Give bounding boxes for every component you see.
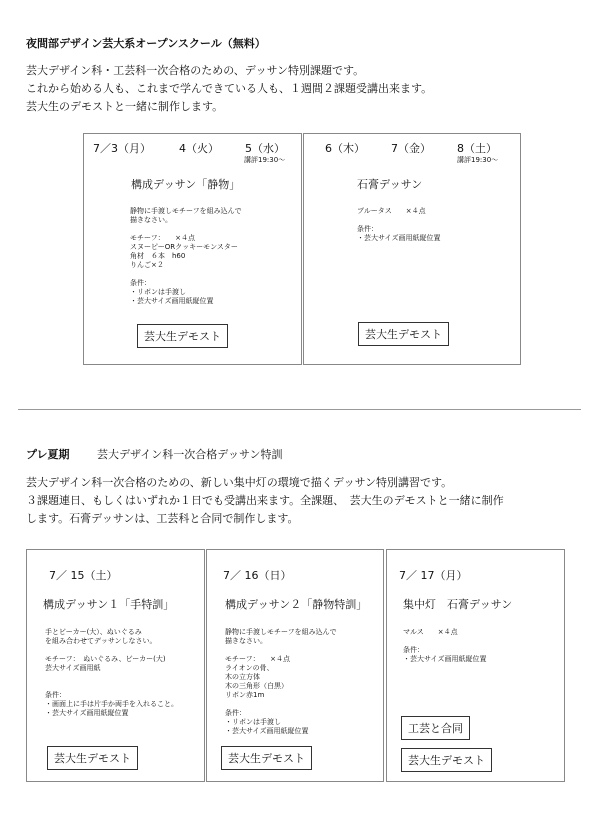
description-line: ・リボンは手渡し xyxy=(130,288,186,296)
date-label: 4（火） xyxy=(179,142,219,155)
description-line: 角材 ６本 h60 xyxy=(130,252,186,260)
card-description xyxy=(130,207,242,306)
demo-badge: 芸大生デモスト xyxy=(47,746,138,770)
date-label: 5（水） xyxy=(245,142,285,155)
intro-line: これから始める人も、これまで学んできている人も、１週間２課題受講出来ます。 xyxy=(26,82,433,95)
card-description xyxy=(225,628,337,736)
card-description xyxy=(357,207,440,243)
description-line: ・芸大サイズ画用紙縦位置 xyxy=(45,709,129,717)
description-line: モチーフ： ×４点 xyxy=(225,655,291,663)
description-line: マルス ×４点 xyxy=(403,628,458,636)
date-label: 7／ 16（日） xyxy=(223,569,292,582)
description-line: 条件： xyxy=(357,225,378,233)
description-line: 静物に手渡しモチーフを組み込んで xyxy=(225,628,337,636)
schedule-card xyxy=(83,133,302,365)
intro-line: 芸大生のデモストと一緒に制作します。 xyxy=(26,100,224,113)
section2-intro xyxy=(26,474,504,528)
description-line: モチーフ： ×４点 xyxy=(130,234,196,242)
section2-title: 芸大デザイン科一次合格デッサン特訓 xyxy=(97,448,283,461)
description-line: ・芸大サイズ画用紙縦位置 xyxy=(225,727,309,735)
card-description xyxy=(45,628,178,718)
description-line: 芸大サイズ画用紙 xyxy=(45,664,101,672)
description-line: リボン赤1m xyxy=(225,691,265,699)
schedule-card xyxy=(26,549,205,782)
description-line: ・画面上に手は片手か両手を入れること。 xyxy=(45,700,178,708)
date-label: 6（木） xyxy=(325,142,365,155)
description-line: ライオンの骨、 xyxy=(225,664,274,672)
description-line: スヌーピーORクッキーモンスター xyxy=(130,243,238,251)
section1-title: 夜間部デザイン芸大系オープンスクール（無料） xyxy=(26,37,266,50)
description-line: ・芸大サイズ画用紙縦位置 xyxy=(130,297,214,305)
intro-line: します。石膏デッサンは、工芸科と合同で制作します。 xyxy=(26,512,299,525)
description-line: 静物に手渡しモチーフを組み込んで xyxy=(130,207,242,215)
card-title: 構成デッサン２「静物特訓」 xyxy=(225,598,368,611)
description-line: ブルータス ×４点 xyxy=(357,207,426,215)
schedule-card xyxy=(303,133,521,365)
card-title: 石膏デッサン xyxy=(357,178,423,191)
card-title: 構成デッサン１「手特訓」 xyxy=(43,598,175,611)
description-line: モチーフ： ぬいぐるみ、ビーカー(大) xyxy=(45,655,166,663)
date-label: 7／ 15（土） xyxy=(49,569,118,582)
joint-class-badge: 工芸と合同 xyxy=(401,716,470,740)
demo-badge: 芸大生デモスト xyxy=(401,748,492,772)
card-title: 構成デッサン「静物」 xyxy=(131,178,241,191)
description-line: 条件： xyxy=(130,279,151,287)
schedule-card xyxy=(206,549,384,782)
review-time: 講評19:30〜 xyxy=(244,156,286,164)
review-time: 講評19:30〜 xyxy=(457,156,499,164)
section2-title-prefix: プレ夏期 xyxy=(26,448,70,461)
card-description xyxy=(403,628,486,664)
section1-intro xyxy=(26,62,432,116)
intro-line: 芸大デザイン科・工芸科一次合格のための、デッサン特別課題です。 xyxy=(26,64,365,77)
date-label: 7／ 17（月） xyxy=(399,569,468,582)
description-line: 木の立方体 xyxy=(225,673,260,681)
schedule-card xyxy=(386,549,565,782)
date-label: 8（土） xyxy=(457,142,497,155)
demo-badge: 芸大生デモスト xyxy=(358,322,449,346)
description-line: を組み合わせてデッサンしなさい。 xyxy=(45,637,157,645)
description-line: ・リボンは手渡し xyxy=(225,718,281,726)
description-line: 条件： xyxy=(45,691,66,699)
description-line: 描きなさい。 xyxy=(225,637,267,645)
description-line: 手とビーカー(大）、ぬいぐるみ xyxy=(45,628,142,636)
section-divider xyxy=(18,409,581,410)
card-title: 集中灯 石膏デッサン xyxy=(403,598,513,611)
description-line: ・芸大サイズ画用紙縦位置 xyxy=(403,655,487,663)
description-line: りんご×２ xyxy=(130,261,164,269)
description-line: 条件： xyxy=(403,646,424,654)
date-label: 7／3（月） xyxy=(93,142,151,155)
demo-badge: 芸大生デモスト xyxy=(221,746,312,770)
intro-line: 芸大デザイン科一次合格のための、新しい集中灯の環境で描くデッサン特別講習です。 xyxy=(26,476,453,489)
description-line: 木の三角形（白黒） xyxy=(225,682,288,690)
date-label: 7（金） xyxy=(391,142,431,155)
description-line: 条件： xyxy=(225,709,246,717)
description-line: ・芸大サイズ画用紙縦位置 xyxy=(357,234,441,242)
demo-badge: 芸大生デモスト xyxy=(137,324,228,348)
intro-line: ３課題連日、もしくはいずれか１日でも受講出来ます。全課題、 芸大生のデモストと一緒に制作 xyxy=(26,494,504,507)
description-line: 描きなさい。 xyxy=(130,216,172,224)
